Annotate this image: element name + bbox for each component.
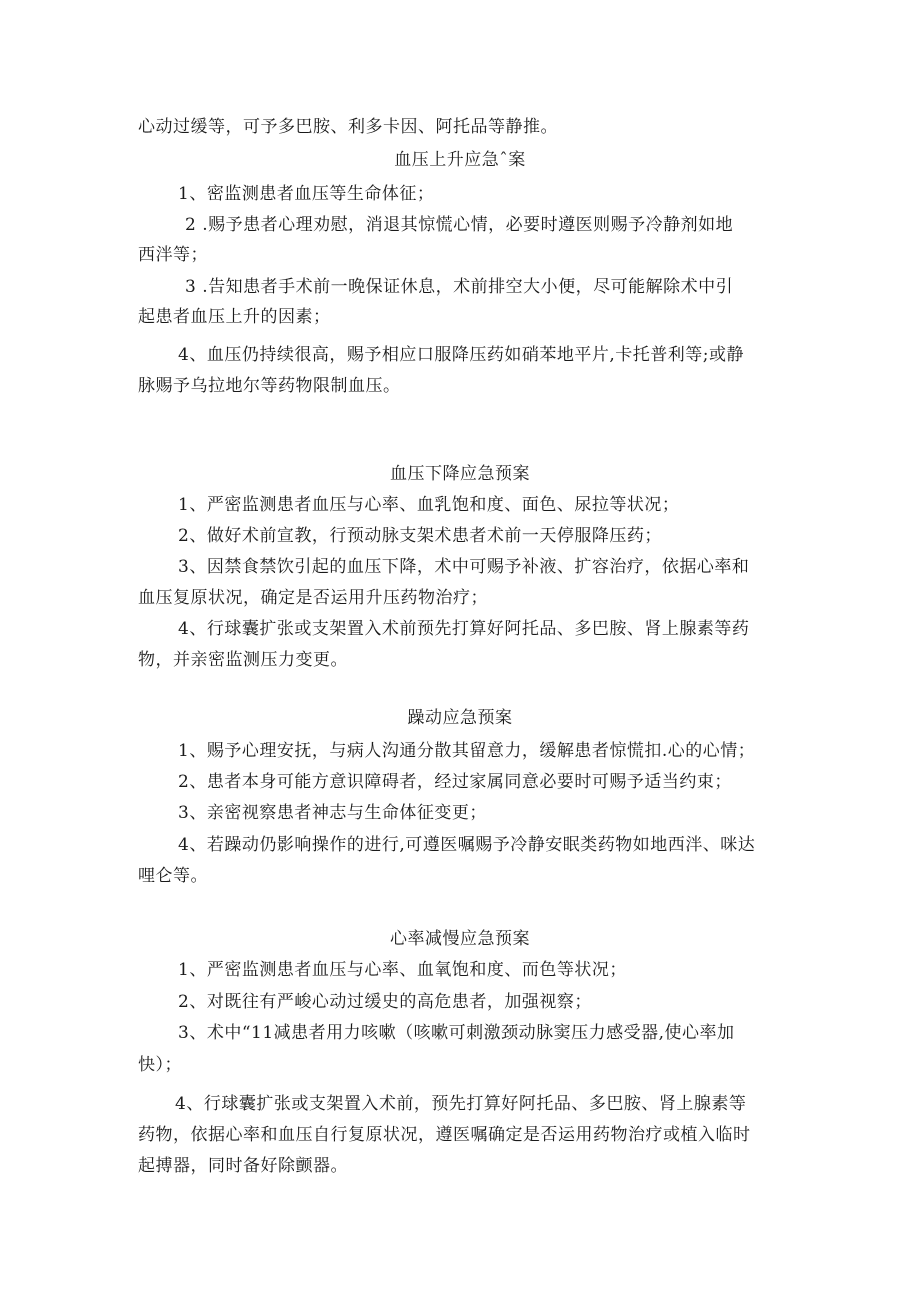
section-title-bp-drop: 血压下降应急预案	[390, 464, 530, 484]
list-item: 3、因禁食禁饮引起的血压下降，术中可赐予补液、扩容治疗，依据心率和	[178, 557, 750, 577]
list-item-continuation: 血压复原状况，确定是否运用升压药物治疗；	[138, 588, 488, 608]
list-item: 3、亲密视察患者神志与生命体征变更；	[178, 803, 487, 823]
intro-line: 心动过缓等，可予多巴胺、利多卡因、阿托品等静推。	[138, 117, 558, 137]
list-item-continuation: 物，并亲密监测压力变更。	[138, 650, 348, 670]
list-item-continuation: 起患者血压上升的因素；	[138, 307, 331, 327]
list-item: 1、严密监测患者血压与心率、血氧饱和度、而色等状况；	[178, 960, 627, 980]
section-title-agitation: 躁动应急预案	[407, 708, 513, 728]
section-title-bradycardia: 心率减慢应急预案	[390, 929, 530, 949]
list-item: 2、对既往有严峻心动过缓史的高危患者，加强视察；	[178, 992, 592, 1012]
list-item-continuation: 药物，依据心率和血压自行复原状况，遵医嘱确定是否运用药物治疗或植入临时	[138, 1125, 751, 1145]
list-item: 2 .赐予患者心理劝慰，消退其惊慌心情，必要时遵医则赐予冷静剂如地	[185, 215, 734, 235]
list-item: 4、行球囊扩张或支架置入术前，预先打算好阿托品、多巴胺、肾上腺素等	[175, 1094, 747, 1114]
list-item: 3 .告知患者手术前一晚保证休息，术前排空大小便，尽可能解除术中引	[185, 277, 734, 297]
list-item: 1、严密监测患者血压与心率、血乳饱和度、面色、尿拉等状况；	[178, 495, 680, 515]
list-item: 2、患者本身可能方意识障碍者，经过家属同意必要时可赐予适当约束；	[178, 772, 732, 792]
list-item-continuation: 哩仑等。	[138, 866, 208, 886]
list-item: 1、赐予心理安抚，与病人沟通分散其留意力，缓解患者惊慌扣.心的心情；	[178, 741, 756, 761]
list-item-continuation: 起搏器，同时备好除颤器。	[138, 1156, 348, 1176]
list-item-continuation: 快）；	[138, 1055, 182, 1075]
list-item: 4、行球囊扩张或支架置入术前预先打算好阿托品、多巴胺、肾上腺素等药	[178, 619, 750, 639]
list-item: 4、血压仍持续很高，赐予相应口服降压药如硝苯地平片,卡托普利等;或静	[178, 345, 744, 365]
list-item: 2、做好术前宣教，行预动脉支架术患者术前一天停服降压药；	[178, 526, 662, 546]
list-item-continuation: 脉赐予乌拉地尔等药物限制血压。	[138, 376, 401, 396]
list-item: 4、若躁动仍影响操作的进行,可遵医嘱赐予冷静安眠类药物如地西泮、咪达	[178, 835, 756, 855]
list-item-continuation: 西泮等；	[138, 245, 208, 265]
section-title-bp-rise: 血压上升应急ˆ案	[394, 150, 526, 170]
list-item: 3、术中“11减患者用力咳嗽（咳嗽可刺激颈动脉窦压力感受器,使心率加	[178, 1023, 735, 1043]
list-item: 1、密监测患者血压等生命体征；	[178, 184, 435, 204]
